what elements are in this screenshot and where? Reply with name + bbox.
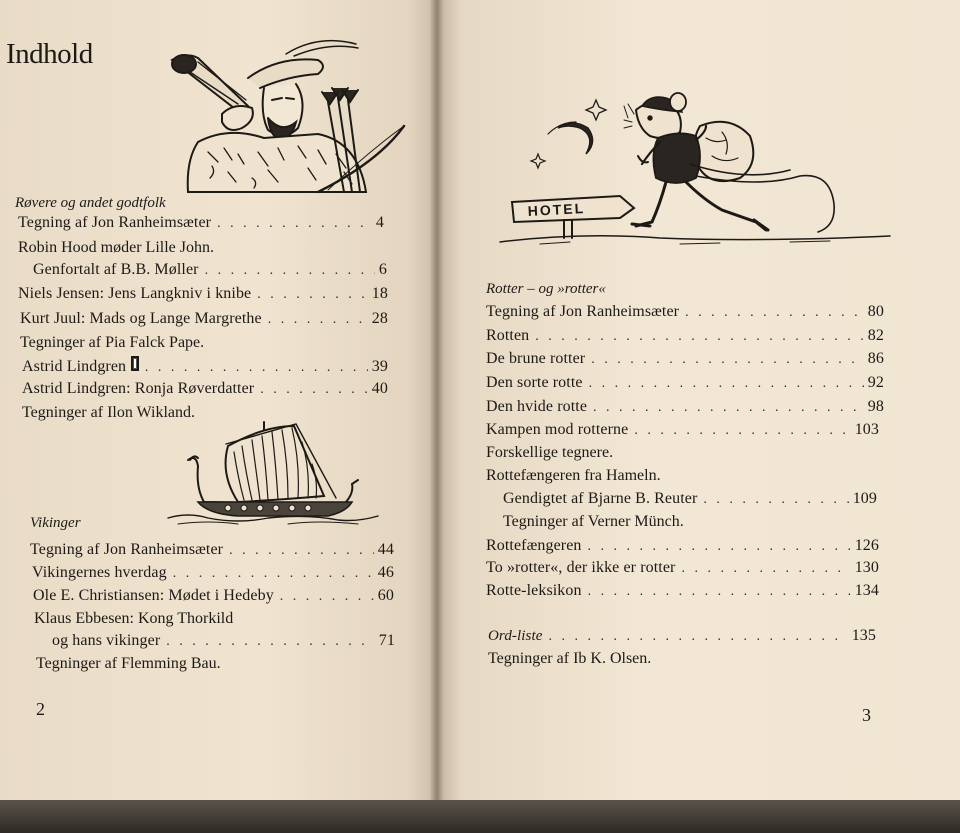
toc-entry[interactable]: Klaus Ebbesen: Kong Thorkild	[34, 610, 234, 627]
toc-entry[interactable]: Forskellige tegnere.	[486, 444, 614, 461]
toc-entry[interactable]	[33, 587, 394, 605]
section-heading-roevere: Røvere og andet godtfolk	[15, 195, 166, 211]
toc-entry[interactable]	[486, 327, 884, 345]
toc-entry-page: 103	[854, 421, 879, 438]
toc-entry-title: Tegning af Jon Ranheimsæter	[30, 541, 224, 558]
toc-entry-page: 135	[851, 627, 876, 644]
leader-dots	[260, 382, 368, 398]
leader-dots	[703, 492, 848, 508]
toc-entry-title: Tegning af Jon Ranheimsæter	[486, 303, 680, 320]
toc-entry-page: 80	[867, 303, 884, 320]
toc-entry-title: De brune rotter	[486, 350, 586, 367]
toc-entry-title: Kurt Juul: Mads og Lange Margrethe	[20, 310, 262, 327]
toc-entry[interactable]	[22, 356, 388, 376]
leader-dots	[205, 263, 375, 279]
toc-entry[interactable]	[486, 559, 879, 577]
toc-entry-ordliste[interactable]	[488, 627, 876, 645]
toc-entry-title: Ord-liste	[488, 628, 543, 644]
toc-entry[interactable]	[486, 350, 884, 368]
toc-entry-title: Rotte-leksikon	[486, 582, 582, 599]
toc-entry[interactable]: Tegninger af Verner Münch.	[503, 513, 684, 530]
toc-entry-page: 126	[854, 537, 879, 554]
toc-entry-title: Tegning af Jon Ranheimsæter	[18, 214, 212, 231]
rat-thief-illustration	[500, 92, 895, 252]
toc-entry-page: 134	[854, 582, 879, 599]
toc-entry[interactable]	[22, 380, 388, 398]
toc-entry-title: Den sorte rotte	[486, 374, 583, 391]
toc-entry[interactable]: Robin Hood møder Lille John.	[18, 239, 214, 256]
toc-entry-page: 6	[378, 261, 387, 278]
toc-entry[interactable]: Tegninger af Ilon Wikland.	[22, 404, 195, 421]
toc-entry[interactable]	[503, 490, 877, 508]
toc-entry[interactable]: Tegninger af Flemming Bau.	[36, 655, 221, 672]
toc-entry-title: Astrid Lindgren	[22, 358, 127, 375]
toc-entry-title: Ole E. Christiansen: Mødet i Hedeby	[33, 587, 274, 604]
toc-entry-title: og hans vikinger	[52, 632, 161, 649]
leader-dots	[145, 360, 368, 376]
page-title: Indhold	[6, 38, 93, 70]
toc-entry-title: To »rotter«, der ikke er rotter	[486, 559, 676, 576]
table-background	[0, 800, 960, 833]
toc-entry[interactable]	[486, 582, 879, 600]
toc-entry-title: Astrid Lindgren: Ronja Røverdatter	[22, 380, 255, 397]
toc-entry-page: 86	[867, 350, 884, 367]
page-number-left: 2	[36, 699, 45, 719]
leader-dots	[588, 539, 851, 555]
leader-dots	[634, 423, 850, 439]
toc-entry-page: 4	[375, 214, 384, 231]
toc-entry[interactable]	[18, 214, 384, 232]
toc-entry[interactable]	[486, 421, 879, 439]
toc-entry-page: 109	[852, 490, 877, 507]
page-number-right: 3	[862, 705, 871, 725]
toc-entry-page: 46	[377, 564, 394, 581]
toc-entry-title: Rotten	[486, 327, 530, 344]
toc-entry-page: 18	[371, 285, 388, 302]
toc-entry[interactable]	[33, 261, 387, 279]
leader-dots	[681, 561, 850, 577]
toc-entry[interactable]: Tegninger af Ib K. Olsen.	[488, 650, 652, 667]
leader-dots	[549, 629, 848, 645]
toc-entry-page: 40	[371, 380, 388, 397]
toc-entry[interactable]	[32, 564, 394, 582]
toc-entry-page: 130	[854, 559, 879, 576]
toc-entry-page: 28	[371, 310, 388, 327]
toc-entry-title: Rottefængeren	[486, 537, 582, 554]
leader-dots	[280, 589, 374, 605]
toc-entry[interactable]	[52, 632, 395, 650]
leader-dots	[257, 287, 368, 303]
toc-entry[interactable]	[486, 398, 884, 416]
book-gutter	[430, 0, 444, 812]
toc-entry-title: Den hvide rotte	[486, 398, 588, 415]
toc-entry-page: 39	[371, 358, 388, 375]
leader-dots	[173, 566, 374, 582]
toc-entry[interactable]: Tegninger af Pia Falck Pape.	[20, 334, 205, 351]
toc-entry[interactable]	[20, 310, 388, 328]
toc-entry-page: 60	[377, 587, 394, 604]
leader-dots	[685, 305, 864, 321]
toc-entry-page: 82	[867, 327, 884, 344]
movie-frame-icon	[131, 356, 139, 371]
toc-entry[interactable]: Rottefængeren fra Hameln.	[486, 467, 661, 484]
toc-entry-page: 92	[867, 374, 884, 391]
leader-dots	[268, 312, 368, 328]
section-heading-vikinger: Vikinger	[30, 515, 81, 531]
toc-entry-title: Niels Jensen: Jens Langkniv i knibe	[18, 285, 252, 302]
toc-entry-title: Genfortalt af B.B. Møller	[33, 261, 199, 278]
section-heading-rotter: Rotter – og »rotter«	[486, 281, 606, 297]
toc-entry[interactable]	[486, 303, 884, 321]
leader-dots	[229, 543, 374, 559]
hotel-sign-text: HOTEL	[527, 200, 586, 219]
leader-dots	[593, 400, 864, 416]
toc-entry-page: 44	[377, 541, 394, 558]
toc-entry-title: Vikingernes hverdag	[32, 564, 167, 581]
viking-ship-illustration	[168, 418, 378, 528]
toc-entry[interactable]	[30, 541, 394, 559]
leader-dots	[589, 376, 864, 392]
leader-dots	[217, 216, 372, 232]
toc-entry[interactable]	[486, 374, 884, 392]
toc-entry-page: 98	[867, 398, 884, 415]
leader-dots	[588, 584, 851, 600]
toc-entry-title: Kampen mod rotterne	[486, 421, 629, 438]
toc-entry[interactable]	[486, 537, 879, 555]
leader-dots	[166, 634, 375, 650]
leader-dots	[535, 329, 864, 345]
toc-entry[interactable]	[18, 285, 388, 303]
leader-dots	[591, 352, 864, 368]
toc-entry-page: 71	[378, 632, 395, 649]
toc-entry-title: Gendigtet af Bjarne B. Reuter	[503, 490, 698, 507]
robin-hood-illustration	[168, 42, 408, 197]
